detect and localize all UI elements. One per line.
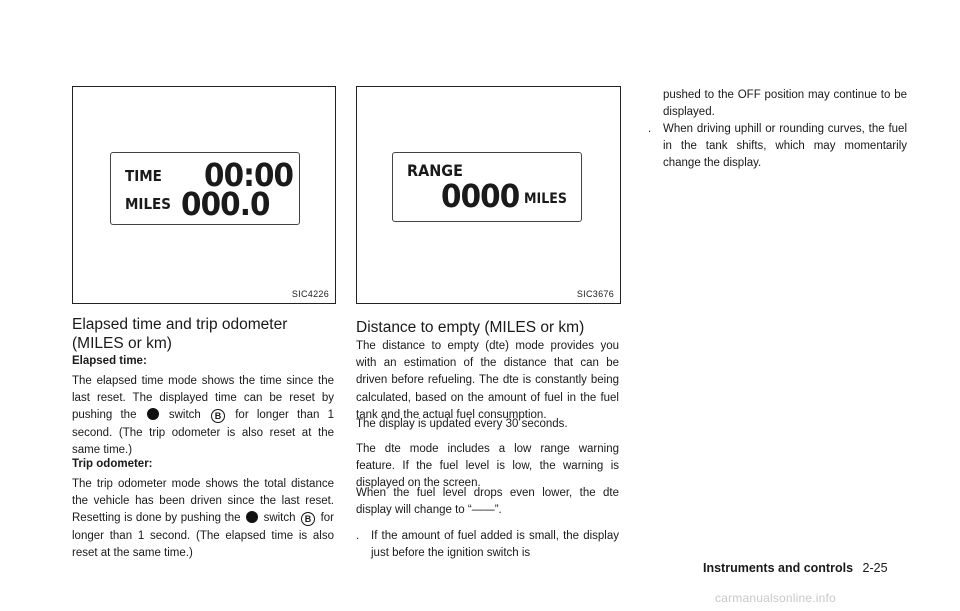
watermark: carmanualsonline.info bbox=[715, 591, 836, 605]
odometer-value: 000.0 bbox=[181, 185, 270, 223]
miles-label: MILES bbox=[125, 195, 172, 213]
section-heading-elapsed-time: Elapsed time and trip odometer (MILES or km) bbox=[72, 316, 288, 352]
paragraph-elapsed-time: The elapsed time mode shows the time since the last reset. The displayed time can be reset by pushing the switch B for longer than 1 second. (The trip odometer is also reset at the same time.) bbox=[72, 375, 334, 456]
switch-button-icon bbox=[246, 511, 258, 523]
figure-code: SIC4226 bbox=[291, 289, 329, 299]
paragraph-trip-odometer: The trip odometer mode shows the total distance the vehicle has been driven since the last reset. Resetting is done by pushing the switch B for longer than 1 second. (The elapsed time is also reset at the same time.) bbox=[72, 478, 334, 559]
subheading-trip-odometer: Trip odometer: bbox=[72, 458, 153, 470]
lcd-display bbox=[392, 152, 582, 222]
page-number: 2-25 bbox=[862, 561, 888, 575]
bullet-item: . If the amount of fuel added is small, the display just before the ignition switch is bbox=[356, 530, 619, 560]
switch-button-icon bbox=[147, 408, 159, 420]
figure-range-display bbox=[356, 86, 621, 304]
bullet-item-continued: pushed to the OFF position may continue to be displayed. bbox=[663, 89, 907, 119]
range-label: RANGE bbox=[407, 161, 463, 180]
callout-b-icon: B bbox=[211, 409, 225, 423]
paragraph-dte-warning: The dte mode includes a low range warning feature. If the fuel level is low, the warning is displayed on the screen. bbox=[356, 443, 619, 490]
time-label: TIME bbox=[125, 167, 162, 185]
bullet-item: . When driving uphill or rounding curves, the fuel in the tank shifts, which may momentarily change the display. bbox=[648, 123, 907, 170]
callout-b-icon: B bbox=[301, 512, 315, 526]
page-footer bbox=[703, 561, 888, 575]
figure-elapsed-time-display bbox=[72, 86, 336, 304]
footer-section-title: Instruments and controls bbox=[703, 561, 854, 575]
time-value: 00:00 bbox=[204, 156, 294, 194]
subheading-elapsed-time: Elapsed time: bbox=[72, 355, 147, 367]
figure-code: SIC3676 bbox=[576, 289, 614, 299]
range-unit: MILES bbox=[524, 191, 567, 207]
paragraph-dte-intro: The distance to empty (dte) mode provides you with an estimation of the distance that can be driven before refueling. The dte is constantly being calculated, based on the amount of fuel in the fuel tank and the actual fuel consumption. bbox=[356, 340, 619, 421]
paragraph-dte-change: When the fuel level drops even lower, the dte display will change to “——”. bbox=[356, 487, 619, 517]
lcd-display bbox=[110, 152, 300, 225]
section-heading-distance-to-empty: Distance to empty (MILES or km) bbox=[356, 319, 585, 336]
range-value: 0000 bbox=[441, 177, 520, 215]
paragraph-dte-update: The display is updated every 30 seconds. bbox=[356, 418, 568, 430]
